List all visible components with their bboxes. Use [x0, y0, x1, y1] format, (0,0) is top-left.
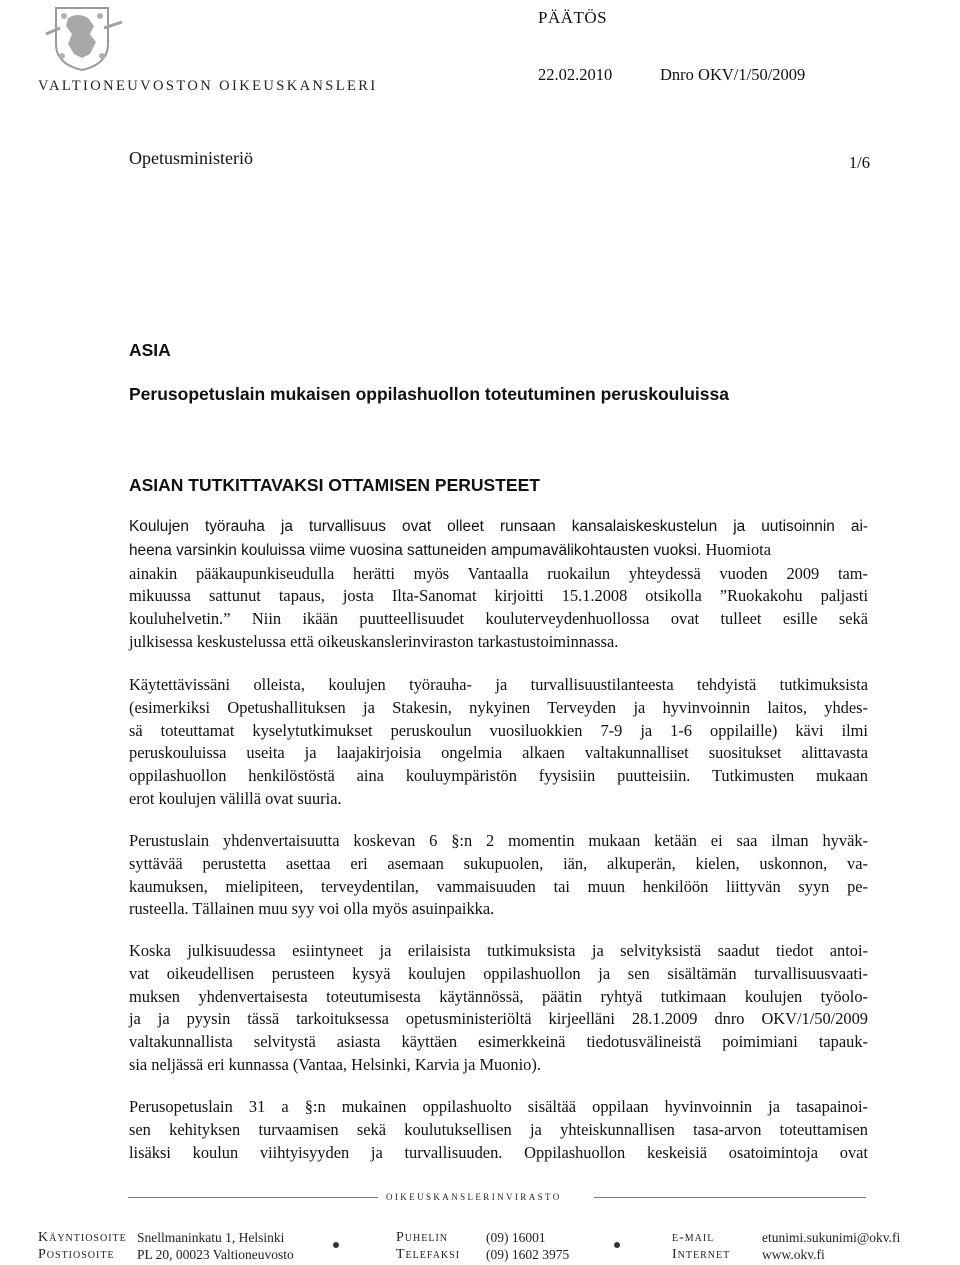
- phone-number: (09) 16001: [486, 1230, 546, 1245]
- text-line: sen kehityksen turvaamisen sekä koulutuksellisen ja yhteiskunnallisen tasa-arvon toteuttamisen: [129, 1119, 868, 1139]
- text-segment: heena varsinkin kouluissa viime vuosina sattuneiden ampumavälikohtausten vuoksi.: [129, 541, 702, 559]
- text-line: ainakin pääkaupunkiseudulla herätti myös Vantaalla ruokailun yhteydessä vuoden 2009 tam-: [129, 563, 868, 583]
- text-line: peruskouluissa useita ja laajakirjoisia ongelmia alkaen valtakunnalliset suositukset alittavasta: [129, 743, 868, 763]
- visit-address-label: Käyntiosoite: [38, 1230, 127, 1245]
- text-line: kouluhelvetin.” Niin ikään puutteellisuudet kouluterveydenhuollossa ovat tulleet esille sekä: [129, 609, 868, 629]
- text-line: Koulujen työrauha ja turvallisuus ovat olleet runsaan kansalaiskeskustelun ja uutisoinnin ai-: [129, 518, 868, 535]
- phone-label: Puhelin: [396, 1230, 448, 1245]
- visit-address: Snellmaninkatu 1, Helsinki: [137, 1230, 285, 1245]
- text-line: Koska julkisuudessa esiintyneet ja erilaisista tutkimuksista ja selvityksistä saadut tiedot antoi-: [129, 941, 868, 960]
- heading-asia: ASIA: [129, 340, 171, 360]
- text-line: lisäksi koulun viihtyisyyden ja turvallisuuden. Oppilashuollon keskeisiä osatoimintoja ovat: [129, 1142, 868, 1162]
- footer-divider-left: [128, 1197, 378, 1198]
- text-line: erot koulujen välillä ovat suuria.: [129, 788, 342, 808]
- text-line: rusteella. Tällainen muu syy voi olla myös asuinpaikka.: [129, 899, 495, 919]
- separator-dot-icon: [614, 1242, 620, 1248]
- web-label: Internet: [672, 1247, 731, 1262]
- text-line: vat oikeudellisen perusteen kysyä koulujen oppilashuollon ja sen sisältämän turvallisuusvaati-: [129, 963, 868, 983]
- fax-number: (09) 1602 3975: [486, 1247, 570, 1262]
- postal-address: PL 20, 00023 Valtioneuvosto: [137, 1247, 294, 1262]
- text-line: Perusopetuslain 31 a §:n mukainen oppilashuolto sisältää oppilaan hyvinvoinnin ja tasapainoi-: [129, 1097, 868, 1116]
- text-line: kaumuksen, mielipiteen, terveydentilan, vammaisuuden tai muun henkilöön liittyvän syyn pe-: [129, 876, 868, 896]
- document-number: Dnro OKV/1/50/2009: [660, 65, 806, 84]
- footer-divider-right: [594, 1197, 866, 1198]
- text-line: Käytettävissäni olleista, koulujen työrauha- ja turvallisuustilanteesta tehdyistä tutkimuksista: [129, 675, 868, 694]
- heading-subject: Perusopetuslain mukaisen oppilashuollon toteutuminen peruskouluissa: [129, 384, 729, 404]
- text-line: (esimerkiksi Opetushallituksen ja Stakesin, nykyinen Terveyden ja hyvinvoinnin laitos, yhdes-: [129, 697, 868, 717]
- text-line: sä toteuttamat kyselytutkimukset peruskoulun vuosiluokkien 7-9 ja 1-6 oppilaille) kävi ilmi: [129, 720, 868, 740]
- text-line: Perustuslain yhdenvertaisuutta koskevan 6 §:n 2 momentin mukaan ketään ei saa ilman hyväk-: [129, 831, 868, 850]
- coat-of-arms-logo: [38, 4, 128, 72]
- text-line: julkisessa keskustelussa että oikeuskanslerinviraston tarkastustoiminnassa.: [129, 631, 619, 651]
- text-line: [129, 539, 868, 563]
- paragraph-2: [129, 674, 868, 811]
- text-segment: Huomiota: [705, 539, 772, 559]
- text-line: ja ja pyysin tässä tarkoituksessa opetusministeriöltä kirjeelläni 28.1.2009 dnro OKV/1/50/2009: [129, 1009, 868, 1029]
- paragraph-3: [129, 830, 868, 921]
- paragraph-4: [129, 940, 868, 1077]
- web-address: www.okv.fi: [762, 1247, 825, 1262]
- document-date: 22.02.2010: [538, 65, 613, 84]
- document-type: PÄÄTÖS: [538, 8, 608, 27]
- email-label: e-mail: [672, 1230, 715, 1245]
- separator-dot-icon: [333, 1242, 339, 1248]
- agency-name: VALTIONEUVOSTON OIKEUSKANSLERI: [38, 78, 378, 94]
- recipient: Opetusministeriö: [129, 148, 253, 168]
- text-line: oppilashuollon henkilöstöstä aina kouluympäristön fyysisiin puutteisiin. Tutkimusten mukaan: [129, 766, 868, 786]
- fax-label: Telefaksi: [396, 1247, 461, 1262]
- text-line: muksen yhdenvertaisesta toteutumisesta käytännössä, päätin ryhtyä tutkimaan koulujen työolo-: [129, 986, 868, 1006]
- page-number: 1/6: [848, 153, 870, 172]
- footer-brand: oikeuskanslerinvirasto: [386, 1188, 562, 1203]
- paragraph-1: [129, 516, 868, 654]
- email-address: etunimi.sukunimi@okv.fi: [762, 1230, 901, 1245]
- text-line: sia neljässä eri kunnassa (Vantaa, Helsinki, Karvia ja Muonio).: [129, 1054, 541, 1074]
- text-line: valtakunnallista selvitystä asiasta käyttäen esimerkkeinä tiedotusvälineistä poimimiani tapauk-: [129, 1032, 868, 1052]
- paragraph-5: [129, 1096, 868, 1164]
- text-line: mikuussa sattunut tapaus, josta Ilta-Sanomat kirjoitti 15.1.2008 otsikolla ”Ruokakohu paljasti: [129, 586, 868, 606]
- heading-grounds: ASIAN TUTKITTAVAKSI OTTAMISEN PERUSTEET: [129, 475, 540, 495]
- text-line: syttävää perustetta asettaa eri asemaan sukupuolen, iän, alkuperän, kielen, uskonnon, va-: [129, 853, 868, 873]
- postal-address-label: Postiosoite: [38, 1247, 115, 1262]
